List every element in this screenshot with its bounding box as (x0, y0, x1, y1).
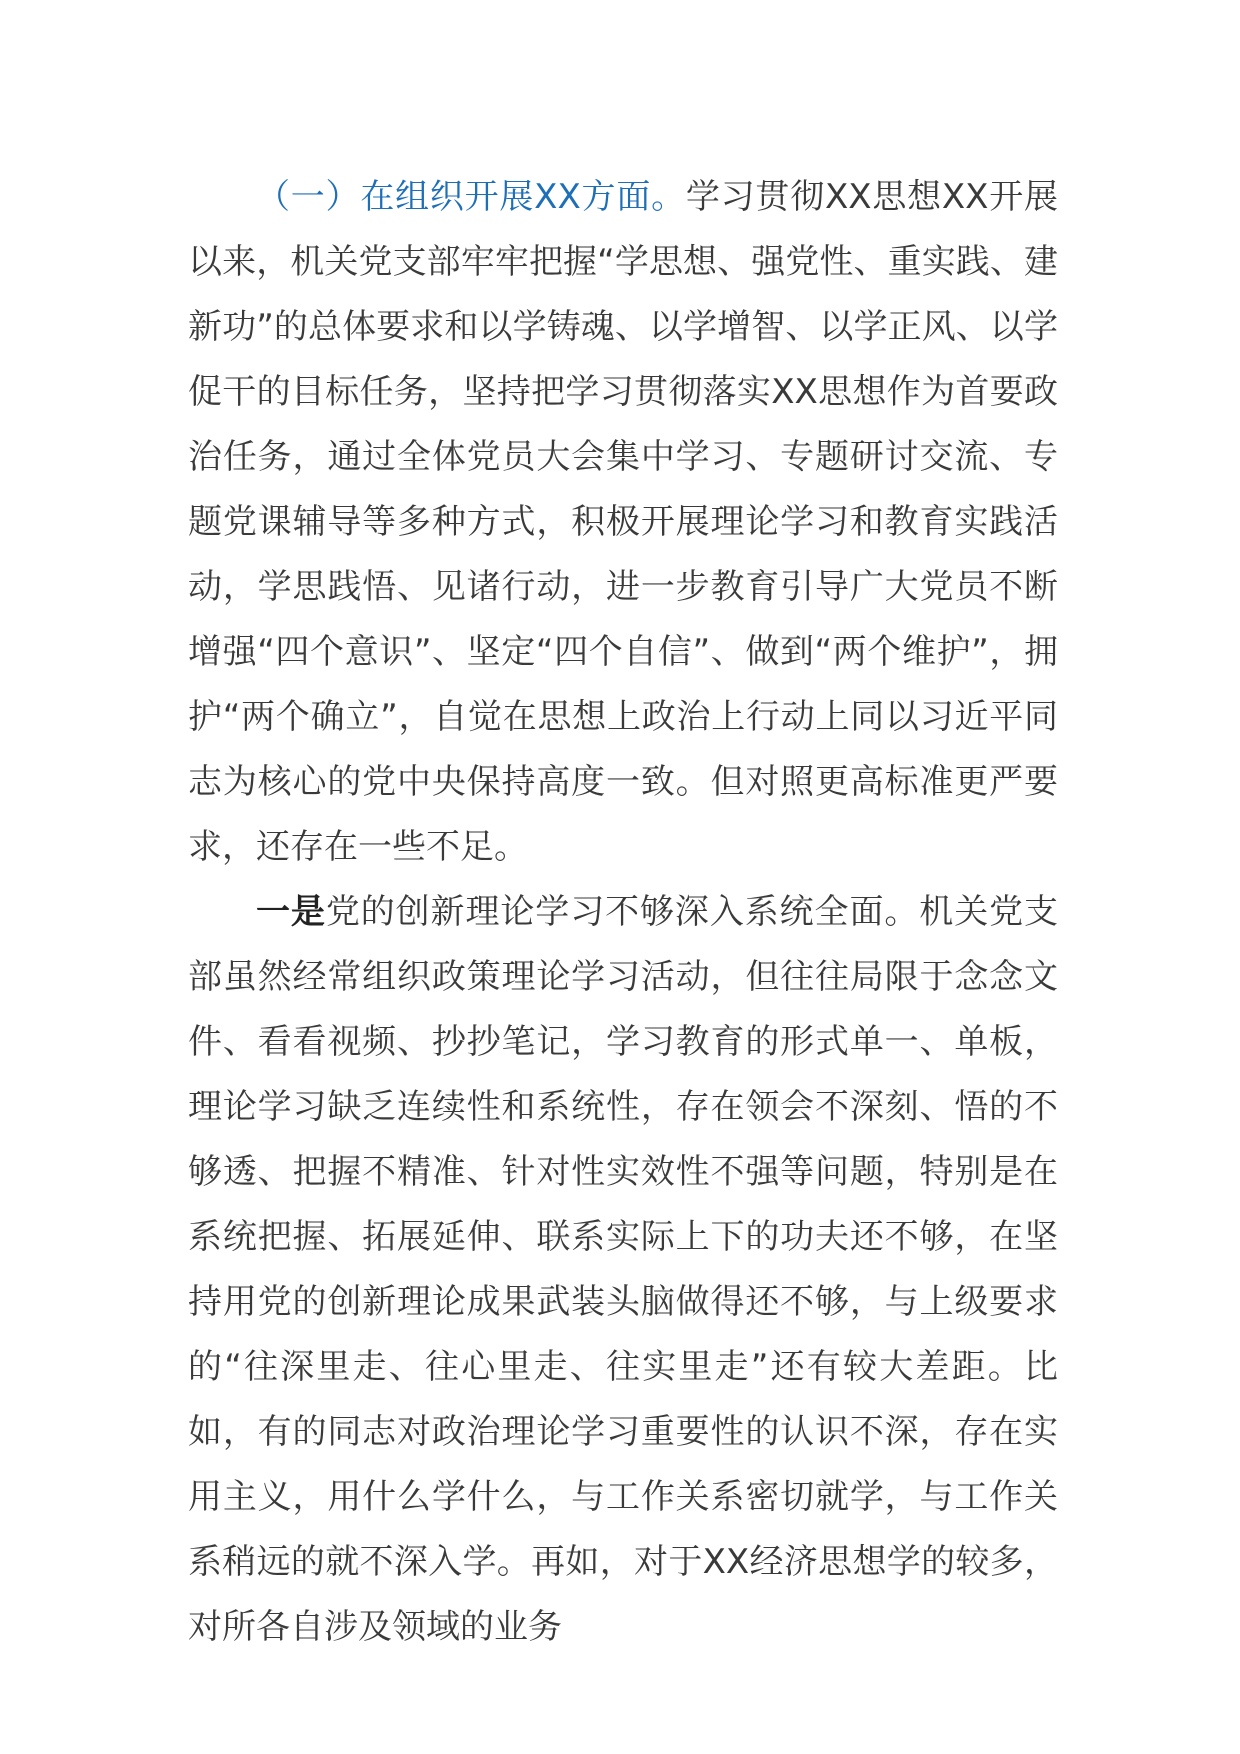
paragraph-issue-one (188, 880, 1058, 1660)
issue-lead-label: 一是 (256, 892, 326, 932)
section-heading: （一）在组织开展XX方面。 (256, 177, 686, 217)
paragraph-text: 党的创新理论学习不够深入系统全面。机关党支部虽然经常组织政策理论学习活动，但往往局限于念念文件、看看视频、抄抄笔记，学习教育的形式单一、单板，理论学习缺乏连续性和系统性，存在领会不深刻、悟的不够透、把握不精准、针对性实效性不强等问题，特别是在系统把握、拓展延伸、联系实际上下的功夫还不够，在坚持用党的创新理论成果武装头脑做得还不够，与上级要求的“往深里走、往心里走、往实里走”还有较大差距。比如，有的同志对政治理论学习重要性的认识不深，存在实用主义，用什么学什么，与工作关系密切就学，与工作关系稍远的就不深入学。再如，对于XX经济思想学的较多，对所各自涉及领域的业务 (188, 892, 1059, 1647)
document-body (188, 165, 1058, 1660)
paragraph-text: 学习贯彻XX思想XX开展以来，机关党支部牢牢把握“学思想、强党性、重实践、建新功”的总体要求和以学铸魂、以学增智、以学正风、以学促干的目标任务，坚持把学习贯彻落实XX思想作为首要政治任务，通过全体党员大会集中学习、专题研讨交流、专题党课辅导等多种方式，积极开展理论学习和教育实践活动，学思践悟、见诸行动，进一步教育引导广大党员不断增强“四个意识”、坚定“四个自信”、做到“两个维护”，拥护“两个确立”，自觉在思想上政治上行动上同以习近平同志为核心的党中央保持高度一致。但对照更高标准更严要求，还存在一些不足。 (188, 177, 1059, 867)
paragraph-organization (188, 165, 1058, 880)
